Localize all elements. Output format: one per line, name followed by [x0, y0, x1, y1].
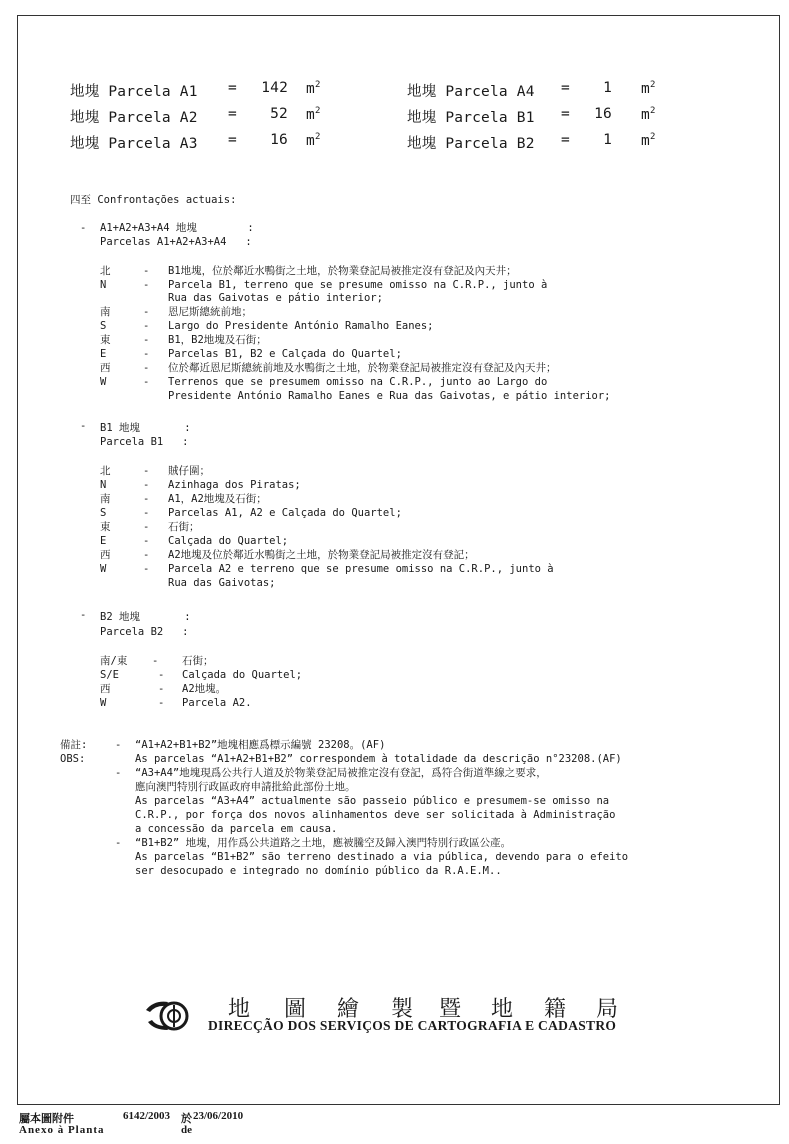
area-value: 16 — [594, 106, 612, 122]
row-dash: - — [143, 279, 150, 291]
row-text: B1地塊，位於鄰近水鴨街之土地，於物業登記局被推定沒有登記及內天井； — [168, 265, 517, 277]
direction: 南/東 — [100, 655, 128, 667]
direction: E — [100, 348, 107, 360]
direction: N — [100, 479, 107, 491]
plan-date: 23/06/2010 — [193, 1110, 244, 1122]
row-dash: - — [158, 669, 165, 681]
dscc-emblem-icon — [144, 996, 194, 1036]
row-dash: - — [143, 563, 150, 575]
direction: 北 — [100, 265, 111, 277]
direction: 西 — [100, 549, 111, 561]
group-dash: - — [80, 420, 87, 432]
row-text: Calçada do Quartel; — [182, 669, 303, 681]
direction: S — [100, 507, 107, 519]
area-unit: $m^2$ — [306, 106, 321, 123]
note-line: C.R.P., por força dos novos alinhamentos deve ser solicitada à Administração — [135, 809, 616, 821]
row-text: 位於鄰近恩尼斯總統前地及水鴨街之土地，於物業登記局被推定沒有登記及內天井； — [168, 362, 557, 374]
area-value: 16 — [270, 132, 288, 148]
row-dash: - — [143, 362, 150, 374]
direction: W — [100, 563, 107, 575]
row-text: Parcelas A1, A2 e Calçada do Quartel; — [168, 507, 402, 519]
area-label: 地塊 Parcela B2 — [407, 136, 535, 152]
agency-name-cn-char: 地 — [491, 997, 514, 1022]
direction: N — [100, 279, 107, 291]
direction: S/E — [100, 669, 119, 681]
row-text: Calçada do Quartel; — [168, 535, 289, 547]
group-heading-pt: Parcela B1 : — [100, 436, 189, 448]
agency-name-cn-char: 製 — [391, 997, 414, 1022]
row-dash: - — [143, 465, 150, 477]
row-dash: - — [143, 306, 150, 318]
direction: W — [100, 697, 107, 709]
row-text: Rua das Gaivotas e pátio interior; — [168, 292, 383, 304]
note-line: a concessão da parcela em causa. — [135, 823, 338, 835]
row-text: Parcela A2 e terreno que se presume omisso na C.R.P., junto à — [168, 563, 554, 575]
note-dash: - — [115, 739, 122, 751]
plan-number: 6142/2003 — [123, 1110, 171, 1122]
row-dash: - — [143, 521, 150, 533]
row-text: Parcela B1, terreno que se presume omisso na C.R.P., junto à — [168, 279, 548, 291]
area-equals: = — [228, 132, 237, 148]
row-dash: - — [143, 348, 150, 360]
group-heading-cn: A1+A2+A3+A4 地塊 : — [100, 222, 254, 234]
row-dash: - — [158, 697, 165, 709]
area-unit: $m^2$ — [306, 132, 321, 149]
agency-name-cn-char: 局 — [596, 997, 619, 1022]
row-text: A2地塊及位於鄰近水鴨街之土地，於物業登記局被推定沒有登記； — [168, 549, 475, 561]
direction: 北 — [100, 465, 111, 477]
area-unit: $m^2$ — [641, 80, 656, 97]
row-dash: - — [143, 507, 150, 519]
group-heading-cn: B1 地塊 : — [100, 422, 191, 434]
date-prefix-pt: de — [181, 1124, 192, 1136]
area-equals: = — [561, 106, 570, 122]
annex-label-cn: 屬本圖附件 — [19, 1113, 74, 1125]
row-dash: - — [143, 376, 150, 388]
row-text: Largo do Presidente António Ramalho Eanes; — [168, 320, 434, 332]
area-equals: = — [561, 132, 570, 148]
row-dash: - — [143, 334, 150, 346]
row-dash: - — [143, 320, 150, 332]
row-text: Azinhaga dos Piratas; — [168, 479, 301, 491]
direction: 南 — [100, 306, 111, 318]
agency-name-cn-char: 暨 — [439, 997, 462, 1022]
agency-name-pt: DIRECÇÃO DOS SERVIÇOS DE CARTOGRAFIA E CADASTRO — [208, 1018, 617, 1033]
direction: 東 — [100, 334, 111, 346]
area-unit: $m^2$ — [306, 80, 321, 97]
annex-label-pt: Anexo à Planta — [19, 1124, 105, 1136]
row-dash: - — [143, 479, 150, 491]
note-line: As parcelas “A3+A4” actualmente são passeio público e presumem-se omisso na — [135, 795, 610, 807]
row-dash: - — [143, 549, 150, 561]
row-text: 石街； — [182, 655, 214, 667]
area-unit: $m^2$ — [641, 132, 656, 149]
row-dash: - — [152, 655, 159, 667]
area-value: 1 — [603, 80, 612, 96]
note-dash: - — [115, 837, 122, 849]
direction: 西 — [100, 683, 111, 695]
note-line: “B1+B2” 地塊，用作爲公共道路之土地，應被騰空及歸入澳門特別行政區公產。 — [135, 837, 512, 849]
note-line: “A3+A4”地塊現爲公共行人道及於物業登記局被推定沒有登記，爲符合街道準線之要求， — [135, 767, 547, 779]
group-heading-cn: B2 地塊 : — [100, 611, 191, 623]
row-text: B1，B2地塊及石街； — [168, 334, 267, 346]
area-label: 地塊 Parcela A3 — [70, 136, 198, 152]
direction: 南 — [100, 493, 111, 505]
row-text: 賊仔圍； — [168, 465, 210, 477]
date-prefix-cn: 於 — [181, 1113, 192, 1125]
row-text: A1，A2地塊及石街； — [168, 493, 267, 505]
area-value: 1 — [603, 132, 612, 148]
group-dash: - — [80, 609, 87, 621]
area-label: 地塊 Parcela A2 — [70, 110, 198, 126]
note-line: “A1+A2+B1+B2”地塊相應爲標示編號 23208。(AF) — [135, 739, 386, 751]
area-equals: = — [228, 80, 237, 96]
note-line: 應向澳門特別行政區政府申請批給此部份土地。 — [135, 781, 356, 793]
row-dash: - — [143, 265, 150, 277]
group-dash: - — [80, 222, 87, 234]
area-equals: = — [228, 106, 237, 122]
row-dash: - — [143, 493, 150, 505]
note-line: ser desocupado e integrado no domínio público da R.A.E.M.. — [135, 865, 502, 877]
agency-name-cn-char: 籍 — [544, 997, 567, 1022]
area-value: 142 — [261, 80, 288, 96]
row-text: Parcelas B1, B2 e Calçada do Quartel; — [168, 348, 402, 360]
agency-name-cn-char: 圖 — [284, 997, 307, 1022]
row-text: 恩尼斯總統前地； — [168, 306, 252, 318]
row-text: Presidente António Ramalho Eanes e Rua das Gaivotas, e pátio interior; — [168, 390, 611, 402]
area-label: 地塊 Parcela A4 — [407, 84, 535, 100]
direction: 西 — [100, 362, 111, 374]
group-heading-pt: Parcela B2 : — [100, 626, 189, 638]
area-label: 地塊 Parcela B1 — [407, 110, 535, 126]
confrontations-title: 四至 Confrontações actuais: — [70, 194, 237, 206]
row-text: A2地塊。 — [182, 683, 227, 695]
direction: E — [100, 535, 107, 547]
direction: S — [100, 320, 107, 332]
area-equals: = — [561, 80, 570, 96]
row-text: Terrenos que se presumem omisso na C.R.P., junto ao Largo do — [168, 376, 548, 388]
direction: 東 — [100, 521, 111, 533]
area-label: 地塊 Parcela A1 — [70, 84, 198, 100]
direction: W — [100, 376, 107, 388]
row-text: Parcela A2. — [182, 697, 252, 709]
note-line: As parcelas “A1+A2+B1+B2” correspondem à totalidade da descrição n°23208.(AF) — [135, 753, 622, 765]
notes-label-cn: 備註: — [60, 739, 88, 751]
agency-name-cn-char: 繪 — [337, 997, 360, 1022]
row-dash: - — [158, 683, 165, 695]
note-line: As parcelas “B1+B2” são terreno destinado a via pública, devendo para o efeito — [135, 851, 629, 863]
group-heading-pt: Parcelas A1+A2+A3+A4 : — [100, 236, 252, 248]
row-text: 石街； — [168, 521, 200, 533]
row-text: Rua das Gaivotas; — [168, 577, 276, 589]
row-dash: - — [143, 535, 150, 547]
area-unit: $m^2$ — [641, 106, 656, 123]
note-dash: - — [115, 767, 122, 779]
agency-name-cn-char: 地 — [228, 997, 251, 1022]
area-value: 52 — [270, 106, 288, 122]
notes-label-pt: OBS: — [60, 753, 86, 765]
